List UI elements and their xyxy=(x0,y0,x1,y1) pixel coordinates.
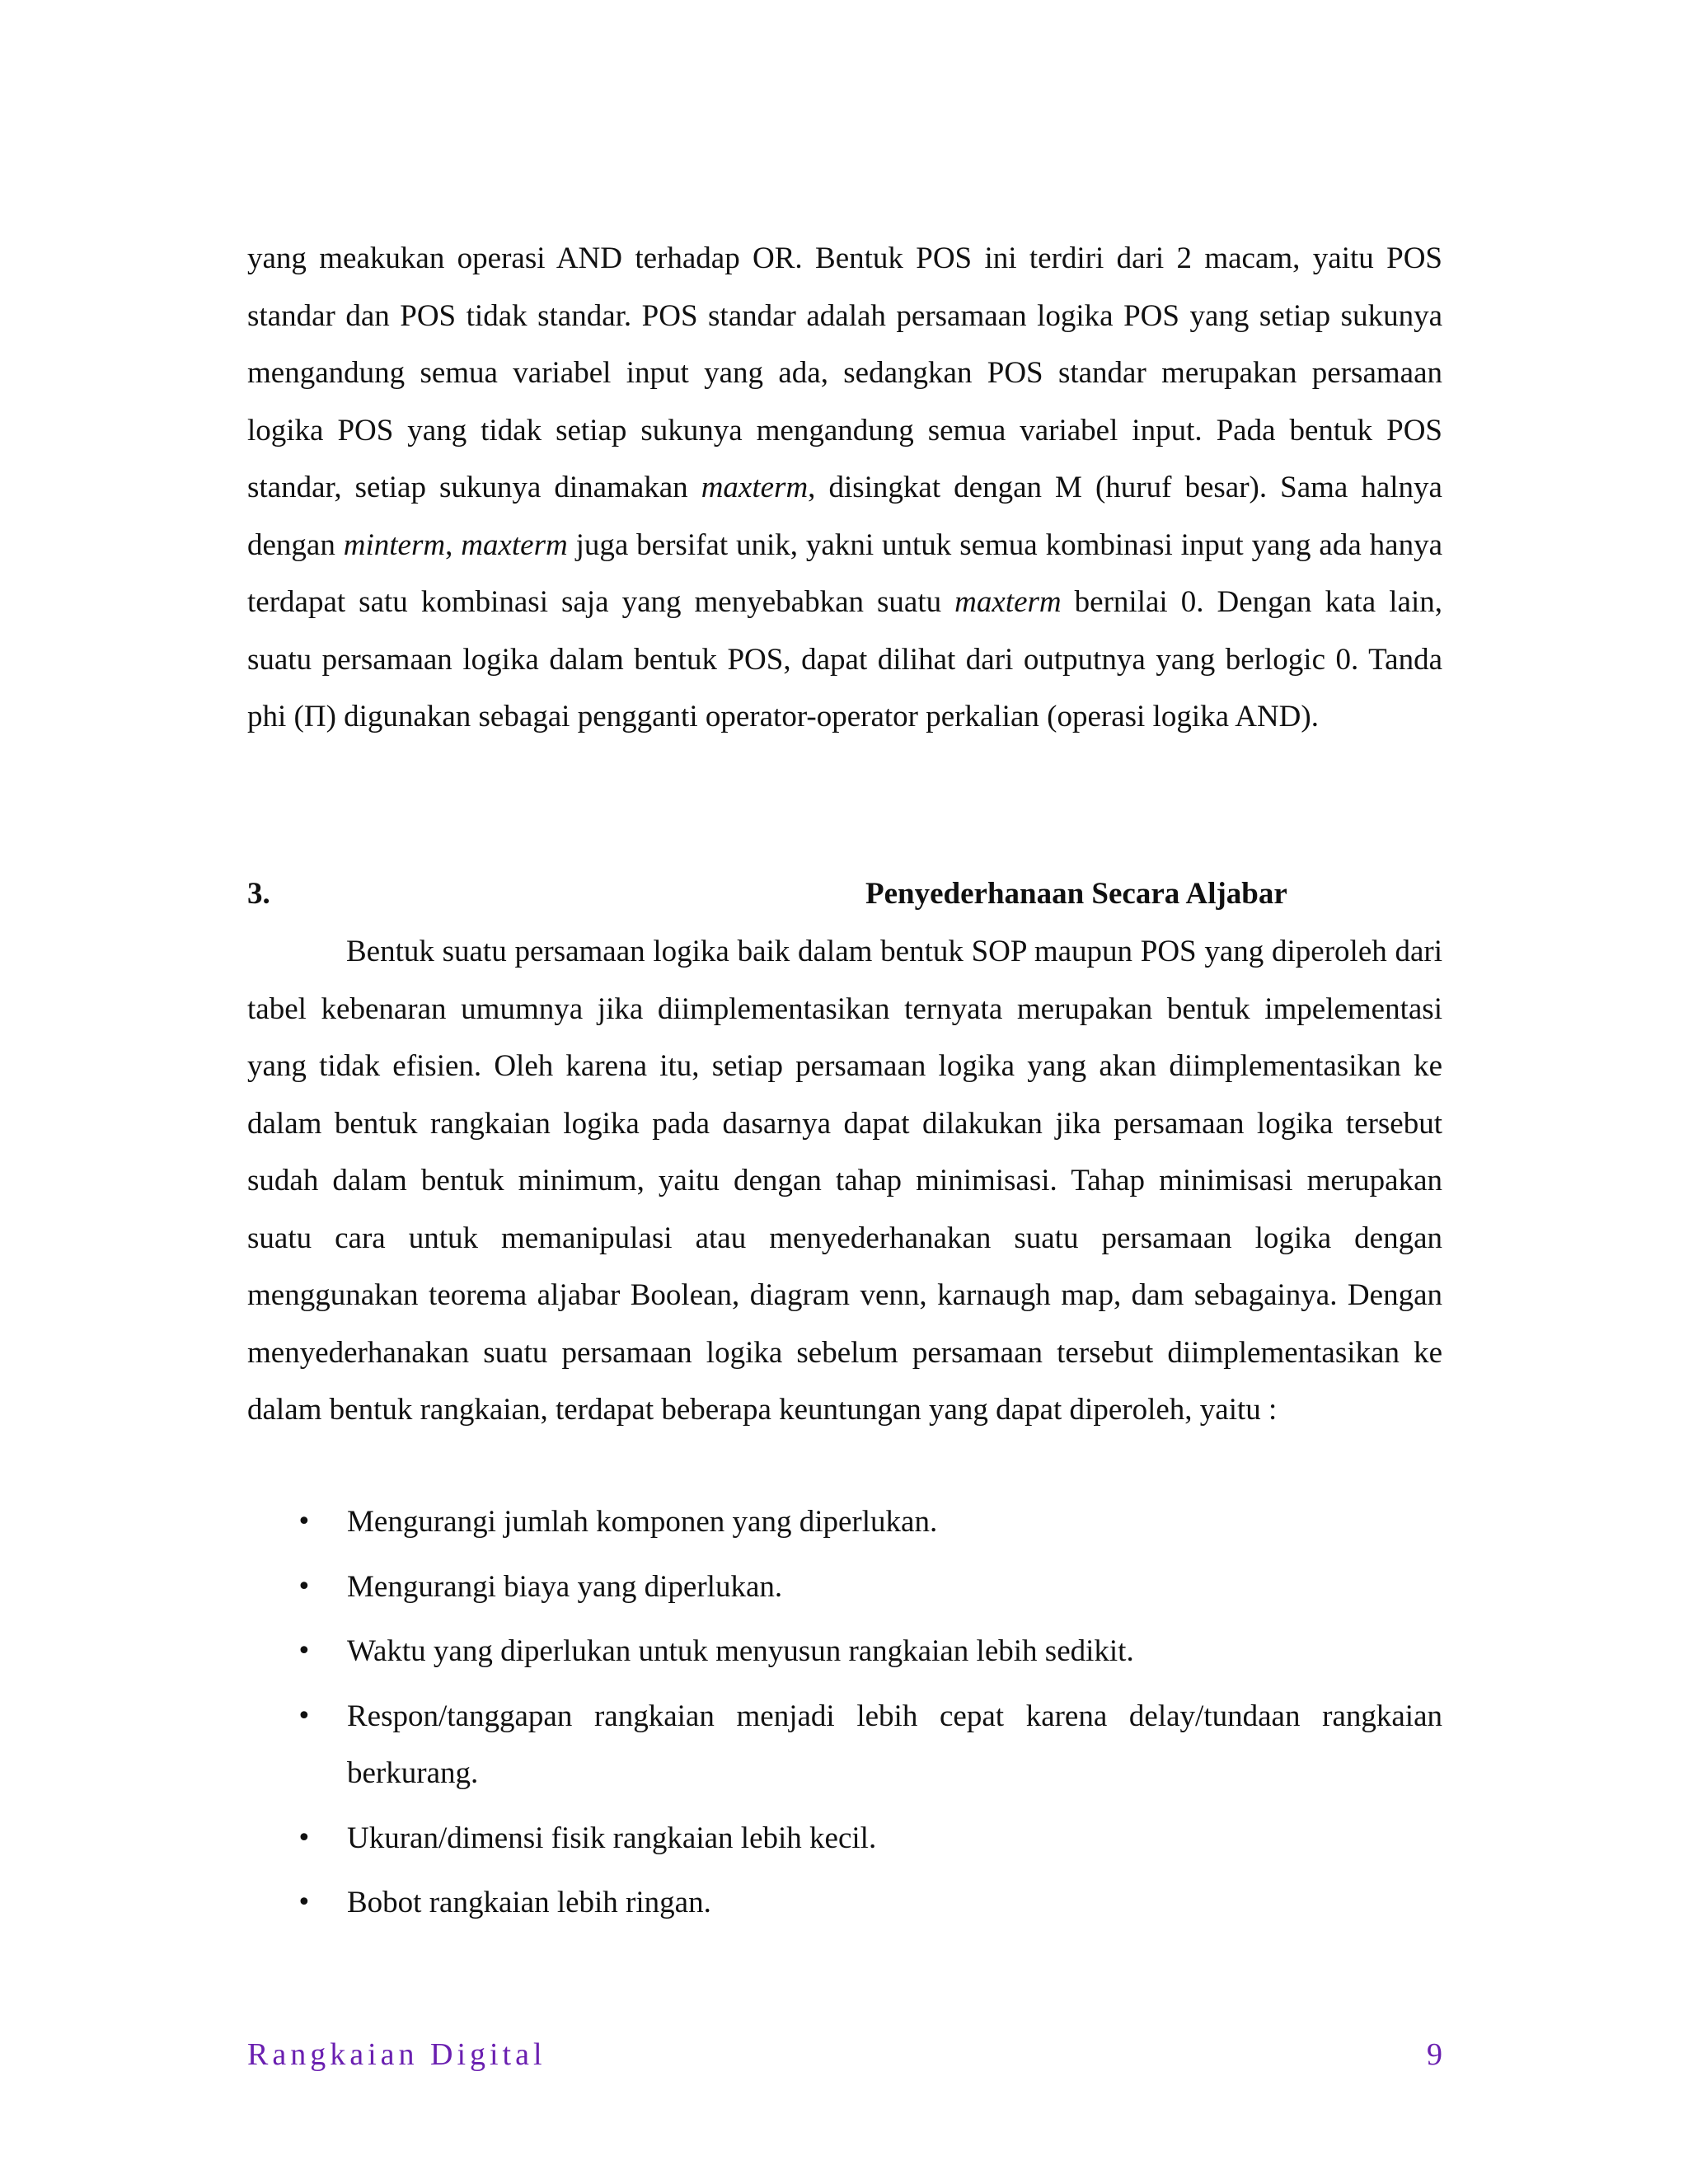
list-item-text: Mengurangi jumlah komponen yang diperlukan. xyxy=(347,1505,938,1539)
list-item xyxy=(247,1874,1442,1932)
list-item-text: Respon/tanggapan rangkaian menjadi lebih cepat karena delay/tundaan rangkaian berkurang. xyxy=(347,1699,1442,1790)
footer-title: Rangkaian Digital xyxy=(247,2037,546,2072)
list-item-text: Bobot rangkaian lebih ringan. xyxy=(347,1886,711,1919)
paragraph-text: yang meakukan operasi AND terhadap OR. Bentuk POS ini terdiri dari 2 macam, yaitu POS standar dan POS tidak standar. POS standar adalah persamaan logika POS yang setiap sukunya mengandung semua variabel input yang ada, sedangkan POS standar merupakan persamaan logika POS yang tidak setiap sukunya mengandung semua variabel input. Pada bentuk POS standar, setiap sukunya dinamakan maxterm, disingkat dengan M (huruf besar). Sama halnya dengan minterm, maxterm juga bersifat unik, yakni untuk semua kombinasi input yang ada hanya terdapat satu kombinasi saja yang menyebabkan suatu maxterm bernilai 0. Dengan kata lain, suatu persamaan logika dalam bentuk POS, dapat dilihat dari outputnya yang berlogic 0. Tanda phi (Π) digunakan sebagai pengganti operator-operator perkalian (operasi logika AND). xyxy=(247,241,1442,733)
list-item xyxy=(247,1558,1442,1616)
benefits-list xyxy=(247,1493,1442,1939)
list-item xyxy=(247,1493,1442,1551)
section-heading xyxy=(247,865,1442,923)
italic-term: minterm xyxy=(343,527,446,562)
list-item xyxy=(247,1623,1442,1680)
bullet-icon: • xyxy=(297,1572,312,1601)
bullet-icon: • xyxy=(297,1507,312,1536)
list-item-text: Ukuran/dimensi fisik rangkaian lebih kecil. xyxy=(347,1821,877,1855)
bullet-icon: • xyxy=(297,1888,312,1917)
list-item xyxy=(247,1810,1442,1868)
bullet-icon: • xyxy=(297,1637,312,1666)
list-item-text: Waktu yang diperlukan untuk menyusun rangkaian lebih sedikit. xyxy=(347,1634,1134,1668)
bullet-icon: • xyxy=(297,1701,312,1731)
italic-term: maxterm xyxy=(954,585,1062,619)
italic-term: maxterm xyxy=(701,471,809,504)
page-number: 9 xyxy=(1427,2037,1442,2072)
body-paragraph-simplification xyxy=(247,923,1442,1439)
section-number: 3. xyxy=(247,877,270,911)
italic-term: maxterm xyxy=(461,527,568,562)
body-paragraph-pos xyxy=(247,230,1442,746)
paragraph-text: Bentuk suatu persamaan logika baik dalam bentuk SOP maupun POS yang diperoleh dari tabel kebenaran umumnya jika diimplementasikan ternyata merupakan bentuk impelementasi yang tidak efisien. Oleh karena itu, setiap persamaan logika yang akan diimplementasikan ke dalam bentuk rangkaian logika pada dasarnya dapat dilakukan jika persamaan logika tersebut sudah dalam bentuk minimum, yaitu dengan tahap minimisasi. Tahap minimisasi merupakan suatu cara untuk memanipulasi atau menyederhanakan suatu persamaan logika dengan menggunakan teorema aljabar Boolean, diagram venn, karnaugh map, dam sebagainya. Dengan menyederhanakan suatu persamaan logika sebelum persamaan tersebut diimplementasikan ke dalam bentuk rangkaian, terdapat beberapa keuntungan yang dapat diperoleh, yaitu : xyxy=(247,935,1442,1427)
list-item-text: Mengurangi biaya yang diperlukan. xyxy=(347,1569,783,1604)
bullet-icon: • xyxy=(297,1823,312,1853)
section-title: Penyederhanaan Secara Aljabar xyxy=(865,877,1287,911)
list-item xyxy=(247,1688,1442,1802)
